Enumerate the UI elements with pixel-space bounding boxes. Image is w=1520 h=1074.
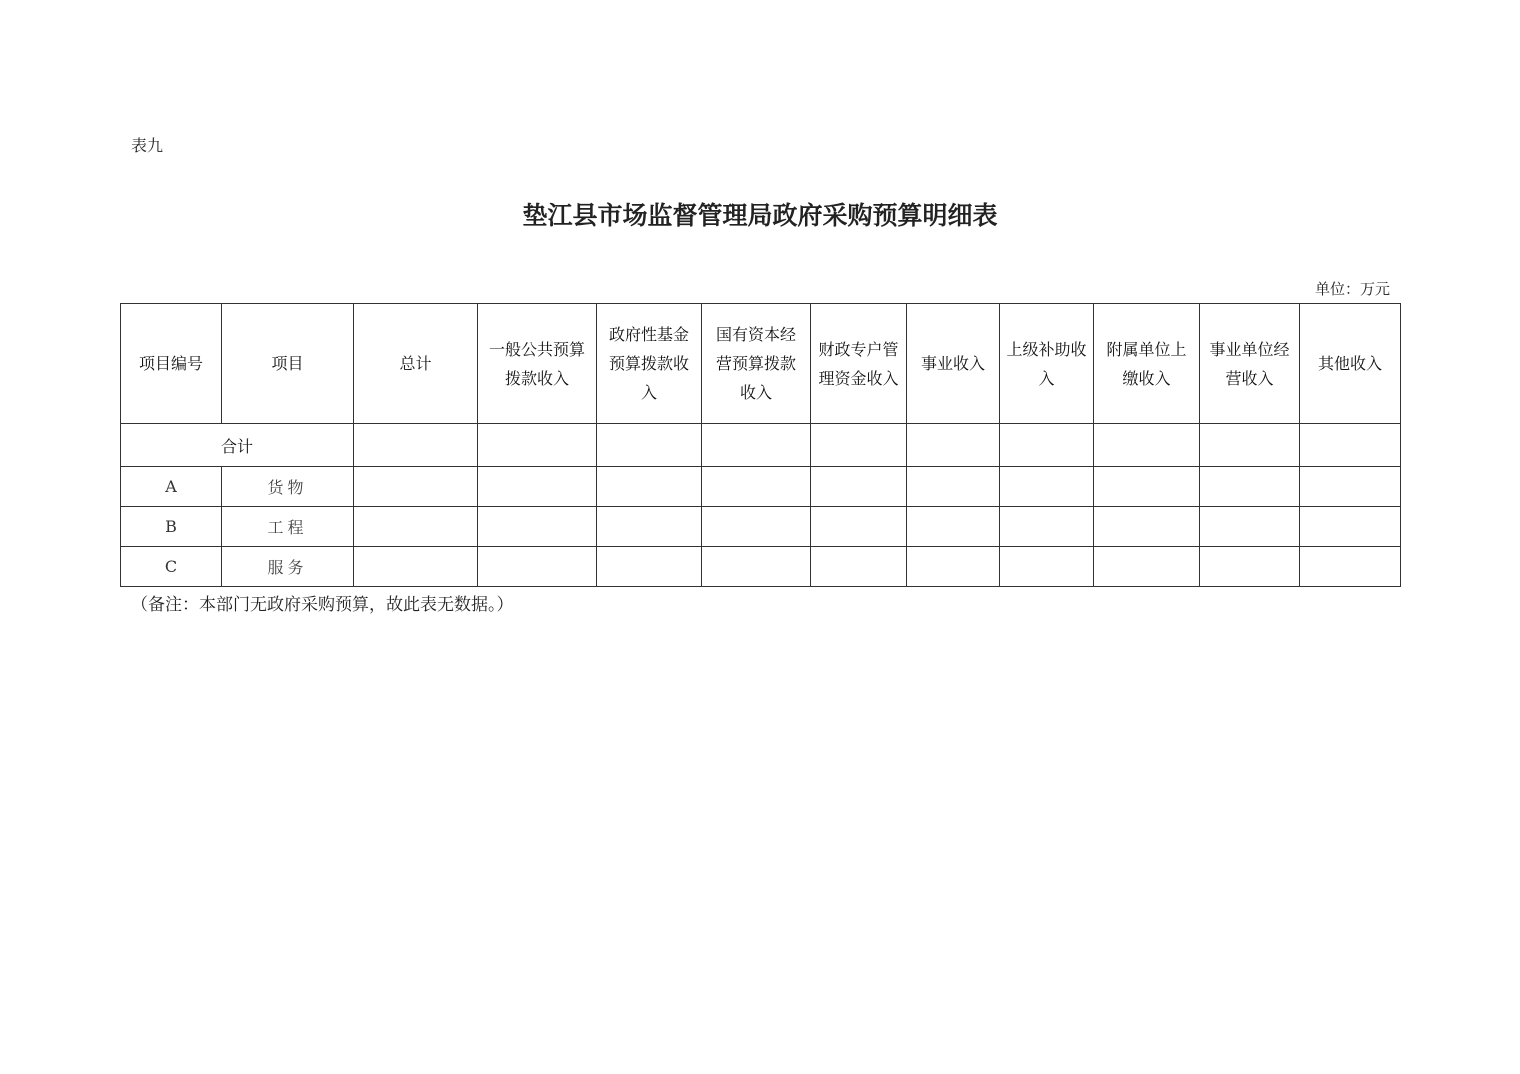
header-superior-subsidy: 上级补助收入 bbox=[1000, 304, 1094, 424]
table-cell bbox=[702, 507, 811, 547]
document-title: 垫江县市场监督管理局政府采购预算明细表 bbox=[522, 201, 998, 230]
table-cell bbox=[1300, 547, 1401, 587]
table-cell bbox=[597, 547, 702, 587]
total-label: 合计 bbox=[121, 424, 354, 467]
table-cell bbox=[354, 424, 478, 467]
table-cell bbox=[354, 507, 478, 547]
table-cell bbox=[1200, 424, 1300, 467]
table-cell bbox=[907, 467, 1000, 507]
table-cell bbox=[811, 507, 907, 547]
header-operating: 事业单位经营收入 bbox=[1200, 304, 1300, 424]
header-gov-fund: 政府性基金预算拨款收入 bbox=[597, 304, 702, 424]
table-cell bbox=[1000, 547, 1094, 587]
table-cell bbox=[597, 507, 702, 547]
table-cell bbox=[811, 467, 907, 507]
procurement-budget-table bbox=[120, 303, 1401, 587]
table-row bbox=[121, 547, 1401, 587]
unit-label: 单位：万元 bbox=[1314, 280, 1390, 298]
table-cell bbox=[597, 424, 702, 467]
table-cell bbox=[907, 507, 1000, 547]
table-cell bbox=[354, 467, 478, 507]
row-name: 服务 bbox=[222, 547, 354, 587]
table-cell bbox=[354, 547, 478, 587]
header-fiscal-special: 财政专户管理资金收入 bbox=[811, 304, 907, 424]
header-row bbox=[121, 304, 1401, 424]
row-code: C bbox=[121, 547, 222, 587]
table-cell bbox=[1094, 424, 1200, 467]
table-cell bbox=[478, 507, 597, 547]
header-other: 其他收入 bbox=[1300, 304, 1401, 424]
table-cell bbox=[702, 424, 811, 467]
header-affiliated: 附属单位上缴收入 bbox=[1094, 304, 1200, 424]
table-row bbox=[121, 507, 1401, 547]
table-cell bbox=[1300, 507, 1401, 547]
table-cell bbox=[478, 424, 597, 467]
table-cell bbox=[1200, 547, 1300, 587]
row-name: 货物 bbox=[222, 467, 354, 507]
table-cell bbox=[1200, 507, 1300, 547]
table-cell bbox=[1000, 467, 1094, 507]
row-code: B bbox=[121, 507, 222, 547]
row-name: 工程 bbox=[222, 507, 354, 547]
table-cell bbox=[1000, 424, 1094, 467]
table-cell bbox=[702, 467, 811, 507]
header-total: 总计 bbox=[354, 304, 478, 424]
table-cell bbox=[1200, 467, 1300, 507]
table-number: 表九 bbox=[131, 136, 164, 155]
table-cell bbox=[907, 547, 1000, 587]
table-cell bbox=[907, 424, 1000, 467]
footnote: （备注：本部门无政府采购预算，故此表无数据。） bbox=[131, 595, 514, 615]
table-cell bbox=[702, 547, 811, 587]
header-code: 项目编号 bbox=[121, 304, 222, 424]
table-cell bbox=[478, 547, 597, 587]
table-cell bbox=[1300, 424, 1401, 467]
header-general-public: 一般公共预算拨款收入 bbox=[478, 304, 597, 424]
header-project: 项目 bbox=[222, 304, 354, 424]
table-cell bbox=[1094, 507, 1200, 547]
header-state-capital: 国有资本经营预算拨款收入 bbox=[702, 304, 811, 424]
header-business: 事业收入 bbox=[907, 304, 1000, 424]
total-row bbox=[121, 424, 1401, 467]
table-cell bbox=[811, 547, 907, 587]
table-cell bbox=[1094, 547, 1200, 587]
table-cell bbox=[478, 467, 597, 507]
table-cell bbox=[1094, 467, 1200, 507]
table-cell bbox=[1000, 507, 1094, 547]
table-cell bbox=[811, 424, 907, 467]
table-cell bbox=[597, 467, 702, 507]
table-row bbox=[121, 467, 1401, 507]
table-cell bbox=[1300, 467, 1401, 507]
row-code: A bbox=[121, 467, 222, 507]
